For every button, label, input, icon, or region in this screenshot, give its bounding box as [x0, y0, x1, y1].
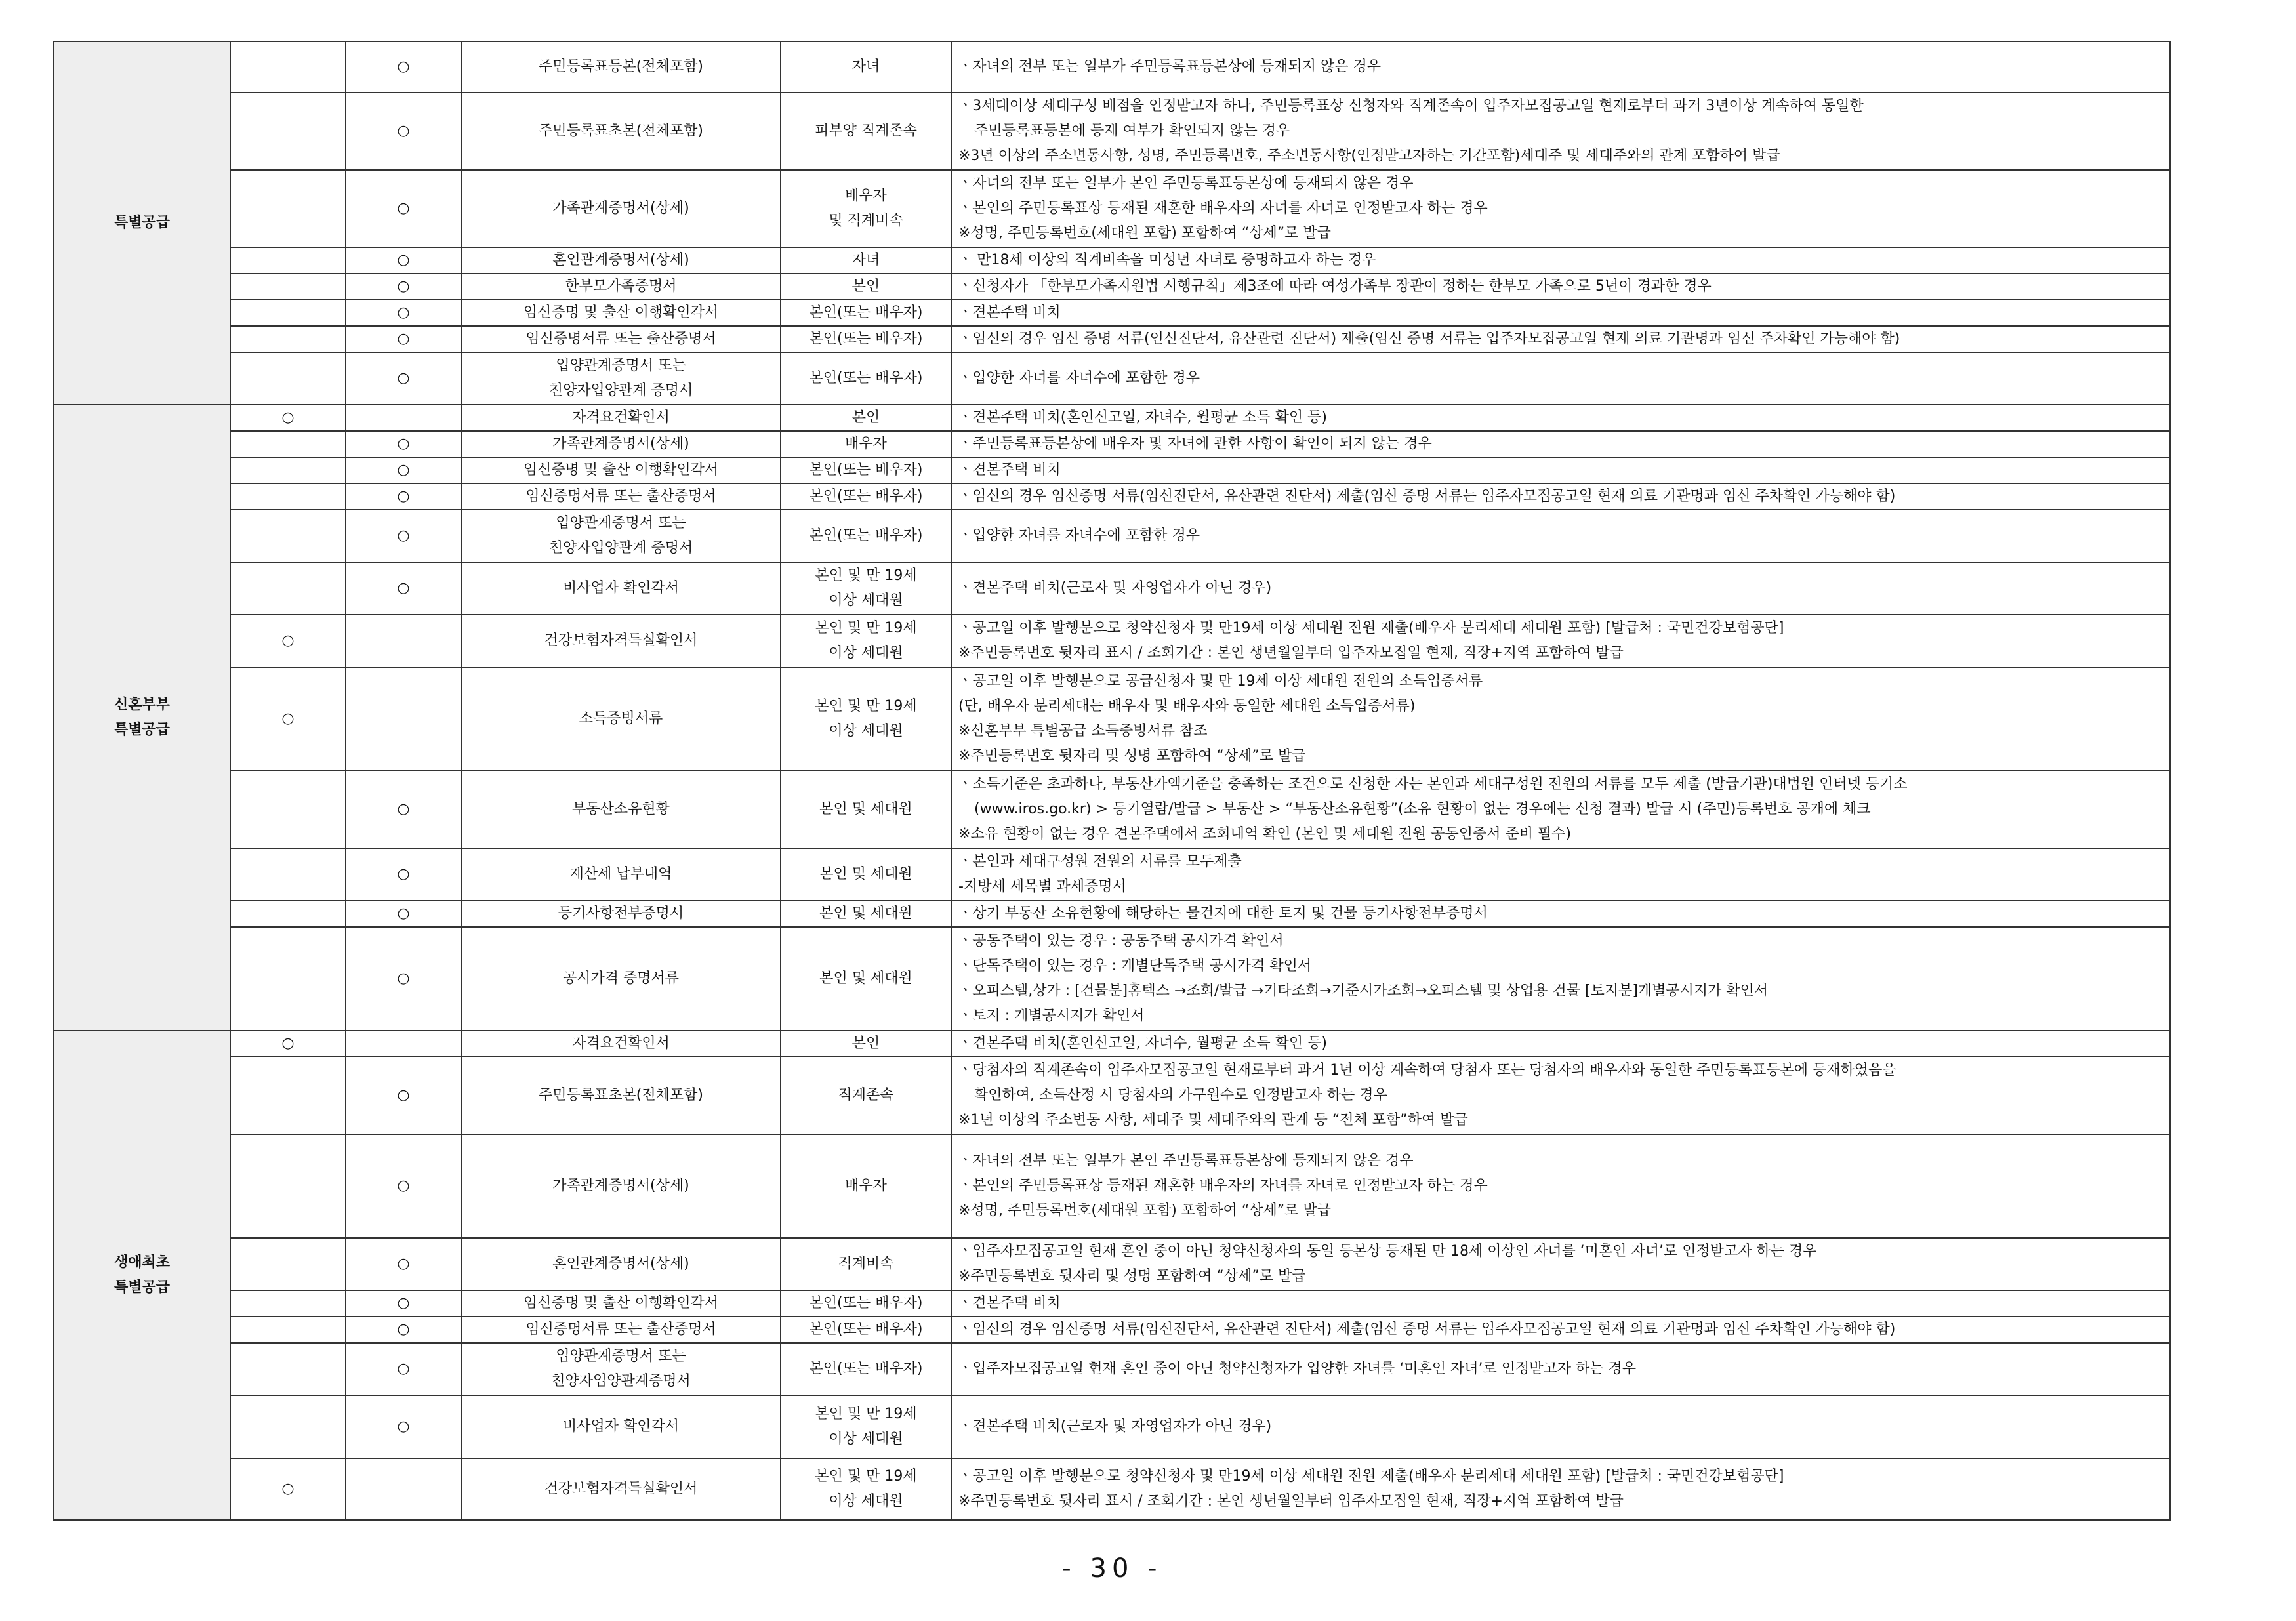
doc-note: ㆍ당첨자의 직계존속이 입주자모집공고일 현재로부터 과거 1년 이상 계속하여 당첨자 또는 당첨자의 배우자와 동일한 주민등록표등본에 등재하였음을 확인하여, 소득산정 시 당첨자의 가구원수로 인정받고자 하는 경우 ※1년 이상의 주소변동 사항, 세대주 및 세대주와의 관계 등 “전체 포함”하여 발급	[951, 1057, 2170, 1134]
doc-name: 부동산소유현황	[461, 771, 781, 848]
category-special: 특별공급	[54, 41, 230, 405]
optional-mark: ○	[346, 457, 461, 483]
optional-mark: ○	[346, 41, 461, 92]
required-cell	[230, 901, 346, 927]
required-cell	[230, 431, 346, 457]
doc-note: ㆍ신청자가 「한부모가족지원법 시행규칙」제3조에 따라 여성가족부 장관이 정하는 한부모 가족으로 5년이 경과한 경우	[951, 274, 2170, 300]
doc-name: 임신증명서류 또는 출산증명서	[461, 483, 781, 510]
doc-name: 임신증명서류 또는 출산증명서	[461, 1317, 781, 1343]
doc-name: 자격요건확인서	[461, 405, 781, 431]
required-mark: ○	[230, 1458, 346, 1520]
doc-name: 가족관계증명서(상세)	[461, 1134, 781, 1238]
doc-name: 공시가격 증명서류	[461, 927, 781, 1031]
required-cell	[230, 41, 346, 92]
required-cell	[230, 1134, 346, 1238]
doc-name: 임신증명서류 또는 출산증명서	[461, 326, 781, 352]
required-cell	[230, 457, 346, 483]
doc-name: 비사업자 확인각서	[461, 1395, 781, 1458]
doc-note: ㆍ임신의 경우 임신 증명 서류(인신진단서, 유산관련 진단서) 제출(임신 증명 서류는 입주자모집공고일 현재 의료 기관명과 임신 주차확인 가능해야 함)	[951, 326, 2170, 352]
doc-name: 한부모가족증명서	[461, 274, 781, 300]
doc-name: 건강보험자격득실확인서	[461, 1458, 781, 1520]
required-cell	[230, 927, 346, 1031]
optional-mark: ○	[346, 326, 461, 352]
doc-target: 본인 및 세대원	[781, 927, 951, 1031]
doc-target: 직계비속	[781, 1238, 951, 1290]
doc-note: ㆍ견본주택 비치	[951, 300, 2170, 326]
doc-target: 본인(또는 배우자)	[781, 1317, 951, 1343]
category-newlywed: 신혼부부 특별공급	[54, 405, 230, 1031]
doc-name: 가족관계증명서(상세)	[461, 431, 781, 457]
doc-target: 배우자 및 직계비속	[781, 170, 951, 247]
doc-note: ㆍ공고일 이후 발행분으로 청약신청자 및 만19세 이상 세대원 전원 제출(배우자 분리세대 세대원 포함) [발급처 : 국민건강보험공단] ※주민등록번호 뒷자리 표시 / 조회기간 : 본인 생년월일부터 입주자모집일 현재, 직장+지역 포함하여 발급	[951, 1458, 2170, 1520]
doc-name: 임신증명 및 출산 이행확인각서	[461, 457, 781, 483]
optional-cell	[346, 1458, 461, 1520]
doc-target: 직계존속	[781, 1057, 951, 1134]
optional-mark: ○	[346, 247, 461, 274]
optional-mark: ○	[346, 300, 461, 326]
doc-note: ㆍ소득기준은 초과하나, 부동산가액기준을 충족하는 조건으로 신청한 자는 본인과 세대구성원 전원의 서류를 모두 제출 (발급기관)대법원 인터넷 등기소 (www.iros.go.kr) > 등기열람/발급 > 부동산 > “부동산소유현황”(소유 현황이 없는 경우에는 신청 결과) 발급 시 (주민)등록번호 공개에 체크 ※소유 현황이 없는 경우 견본주택에서 조회내역 확인 (본인 및 세대원 전원 공동인증서 준비 필수)	[951, 771, 2170, 848]
doc-target: 본인 및 세대원	[781, 771, 951, 848]
required-cell	[230, 92, 346, 170]
doc-target: 배우자	[781, 1134, 951, 1238]
required-cell	[230, 1343, 346, 1395]
doc-target: 본인(또는 배우자)	[781, 457, 951, 483]
category-firstlife: 생애최초 특별공급	[54, 1031, 230, 1520]
optional-mark: ○	[346, 562, 461, 615]
optional-mark: ○	[346, 901, 461, 927]
doc-note: ㆍ견본주택 비치(혼인신고일, 자녀수, 월평균 소득 확인 등)	[951, 1031, 2170, 1057]
required-cell	[230, 1290, 346, 1317]
doc-name: 입양관계증명서 또는 친양자입양관계 증명서	[461, 510, 781, 562]
doc-name: 자격요건확인서	[461, 1031, 781, 1057]
doc-note: ㆍ입주자모집공고일 현재 혼인 중이 아닌 청약신청자의 동일 등본상 등재된 만 18세 이상인 자녀를 ‘미혼인 자녀’로 인정받고자 하는 경우 ※주민등록번호 뒷자리 및 성명 포함하여 “상세”로 발급	[951, 1238, 2170, 1290]
required-cell	[230, 247, 346, 274]
doc-target: 본인	[781, 1031, 951, 1057]
required-mark: ○	[230, 615, 346, 667]
doc-target: 본인	[781, 274, 951, 300]
doc-name: 혼인관계증명서(상세)	[461, 247, 781, 274]
required-cell	[230, 1238, 346, 1290]
required-cell	[230, 848, 346, 901]
required-cell	[230, 1317, 346, 1343]
doc-name: 재산세 납부내역	[461, 848, 781, 901]
optional-mark: ○	[346, 1317, 461, 1343]
optional-mark: ○	[346, 1057, 461, 1134]
doc-name: 비사업자 확인각서	[461, 562, 781, 615]
optional-mark: ○	[346, 170, 461, 247]
doc-target: 본인 및 만 19세 이상 세대원	[781, 1458, 951, 1520]
optional-mark: ○	[346, 927, 461, 1031]
doc-note: ㆍ상기 부동산 소유현황에 해당하는 물건지에 대한 토지 및 건물 등기사항전부증명서	[951, 901, 2170, 927]
required-cell	[230, 300, 346, 326]
doc-target: 본인(또는 배우자)	[781, 326, 951, 352]
doc-name: 임신증명 및 출산 이행확인각서	[461, 300, 781, 326]
documents-table	[53, 41, 2171, 1521]
doc-note: ㆍ 만18세 이상의 직계비속을 미성년 자녀로 증명하고자 하는 경우	[951, 247, 2170, 274]
doc-note: ㆍ주민등록표등본상에 배우자 및 자녀에 관한 사항이 확인이 되지 않는 경우	[951, 431, 2170, 457]
doc-name: 소득증빙서류	[461, 667, 781, 771]
doc-target: 본인 및 세대원	[781, 848, 951, 901]
optional-mark: ○	[346, 1290, 461, 1317]
doc-target: 본인(또는 배우자)	[781, 483, 951, 510]
doc-note: ㆍ견본주택 비치(근로자 및 자영업자가 아닌 경우)	[951, 562, 2170, 615]
required-cell	[230, 352, 346, 405]
optional-cell	[346, 405, 461, 431]
doc-note: ㆍ자녀의 전부 또는 일부가 본인 주민등록표등본상에 등재되지 않은 경우 ㆍ본인의 주민등록표상 등재된 재혼한 배우자의 자녀를 자녀로 인정받고자 하는 경우 ※성명, 주민등록번호(세대원 포함) 포함하여 “상세”로 발급	[951, 170, 2170, 247]
doc-name: 입양관계증명서 또는 친양자입양관계증명서	[461, 1343, 781, 1395]
doc-name: 입양관계증명서 또는 친양자입양관계 증명서	[461, 352, 781, 405]
doc-name: 건강보험자격득실확인서	[461, 615, 781, 667]
doc-note: ㆍ입주자모집공고일 현재 혼인 중이 아닌 청약신청자가 입양한 자녀를 ‘미혼인 자녀’로 인정받고자 하는 경우	[951, 1343, 2170, 1395]
doc-name: 주민등록표초본(전체포함)	[461, 92, 781, 170]
doc-name: 주민등록표초본(전체포함)	[461, 1057, 781, 1134]
doc-target: 본인(또는 배우자)	[781, 510, 951, 562]
doc-note: ㆍ임신의 경우 임신증명 서류(임신진단서, 유산관련 진단서) 제출(임신 증명 서류는 입주자모집공고일 현재 의료 기관명과 임신 주차확인 가능해야 함)	[951, 483, 2170, 510]
doc-target: 피부양 직계존속	[781, 92, 951, 170]
optional-mark: ○	[346, 274, 461, 300]
doc-target: 본인(또는 배우자)	[781, 352, 951, 405]
doc-target: 자녀	[781, 247, 951, 274]
required-cell	[230, 1395, 346, 1458]
optional-cell	[346, 667, 461, 771]
optional-mark: ○	[346, 848, 461, 901]
optional-mark: ○	[346, 1395, 461, 1458]
doc-note: ㆍ자녀의 전부 또는 일부가 주민등록표등본상에 등재되지 않은 경우	[951, 41, 2170, 92]
doc-note: ㆍ입양한 자녀를 자녀수에 포함한 경우	[951, 352, 2170, 405]
optional-cell	[346, 1031, 461, 1057]
doc-name: 가족관계증명서(상세)	[461, 170, 781, 247]
required-mark: ○	[230, 1031, 346, 1057]
optional-mark: ○	[346, 431, 461, 457]
doc-note: ㆍ공고일 이후 발행분으로 청약신청자 및 만19세 이상 세대원 전원 제출(배우자 분리세대 세대원 포함) [발급처 : 국민건강보험공단] ※주민등록번호 뒷자리 표시 / 조회기간 : 본인 생년월일부터 입주자모집일 현재, 직장+지역 포함하여 발급	[951, 615, 2170, 667]
doc-note: ㆍ견본주택 비치(근로자 및 자영업자가 아닌 경우)	[951, 1395, 2170, 1458]
doc-target: 본인 및 만 19세 이상 세대원	[781, 562, 951, 615]
doc-target: 본인 및 세대원	[781, 901, 951, 927]
doc-target: 자녀	[781, 41, 951, 92]
doc-name: 혼인관계증명서(상세)	[461, 1238, 781, 1290]
optional-mark: ○	[346, 771, 461, 848]
optional-mark: ○	[346, 92, 461, 170]
doc-target: 본인(또는 배우자)	[781, 1343, 951, 1395]
doc-target: 배우자	[781, 431, 951, 457]
required-cell	[230, 483, 346, 510]
required-cell	[230, 326, 346, 352]
required-cell	[230, 771, 346, 848]
doc-note: ㆍ견본주택 비치	[951, 457, 2170, 483]
doc-note: ㆍ견본주택 비치(혼인신고일, 자녀수, 월평균 소득 확인 등)	[951, 405, 2170, 431]
required-mark: ○	[230, 405, 346, 431]
doc-name: 임신증명 및 출산 이행확인각서	[461, 1290, 781, 1317]
page-number: - 30 -	[1061, 1553, 1162, 1584]
doc-note: ㆍ본인과 세대구성원 전원의 서류를 모두제출 -지방세 세목별 과세증명서	[951, 848, 2170, 901]
doc-target: 본인(또는 배우자)	[781, 1290, 951, 1317]
doc-target: 본인	[781, 405, 951, 431]
doc-note: ㆍ자녀의 전부 또는 일부가 본인 주민등록표등본상에 등재되지 않은 경우 ㆍ본인의 주민등록표상 등재된 재혼한 배우자의 자녀를 자녀로 인정받고자 하는 경우 ※성명, 주민등록번호(세대원 포함) 포함하여 “상세”로 발급	[951, 1134, 2170, 1238]
optional-mark: ○	[346, 1343, 461, 1395]
doc-note: ㆍ견본주택 비치	[951, 1290, 2170, 1317]
optional-mark: ○	[346, 483, 461, 510]
doc-target: 본인 및 만 19세 이상 세대원	[781, 1395, 951, 1458]
doc-note: ㆍ공고일 이후 발행분으로 공급신청자 및 만 19세 이상 세대원 전원의 소득입증서류 (단, 배우자 분리세대는 배우자 및 배우자와 동일한 세대원 소득입증서류) ※신혼부부 특별공급 소득증빙서류 참조 ※주민등록번호 뒷자리 및 성명 포함하여 “상세”로 발급	[951, 667, 2170, 771]
required-cell	[230, 562, 346, 615]
doc-target: 본인 및 만 19세 이상 세대원	[781, 667, 951, 771]
doc-note: ㆍ3세대이상 세대구성 배점을 인정받고자 하나, 주민등록표상 신청자와 직계존속이 입주자모집공고일 현재로부터 과거 3년이상 계속하여 동일한 주민등록표등본에 등재 여부가 확인되지 않는 경우 ※3년 이상의 주소변동사항, 성명, 주민등록번호, 주소변동사항(인정받고자하는 기간포함)세대주 및 세대주와의 관계 포함하여 발급	[951, 92, 2170, 170]
optional-cell	[346, 615, 461, 667]
optional-mark: ○	[346, 1238, 461, 1290]
doc-target: 본인(또는 배우자)	[781, 300, 951, 326]
required-mark: ○	[230, 667, 346, 771]
required-cell	[230, 170, 346, 247]
optional-mark: ○	[346, 352, 461, 405]
doc-target: 본인 및 만 19세 이상 세대원	[781, 615, 951, 667]
required-cell	[230, 1057, 346, 1134]
required-cell	[230, 274, 346, 300]
optional-mark: ○	[346, 510, 461, 562]
doc-note: ㆍ공동주택이 있는 경우 : 공동주택 공시가격 확인서 ㆍ단독주택이 있는 경우 : 개별단독주택 공시가격 확인서 ㆍ오피스텔,상가 : [건물분]홈텍스 →조회/발급 →기타조회→기준시가조회→오피스텔 및 상업용 건물 [토지분]개별공시지가 확인서 ㆍ토지 : 개별공시지가 확인서	[951, 927, 2170, 1031]
doc-name: 등기사항전부증명서	[461, 901, 781, 927]
doc-name: 주민등록표등본(전체포함)	[461, 41, 781, 92]
doc-note: ㆍ입양한 자녀를 자녀수에 포함한 경우	[951, 510, 2170, 562]
doc-note: ㆍ임신의 경우 임신증명 서류(임신진단서, 유산관련 진단서) 제출(임신 증명 서류는 입주자모집공고일 현재 의료 기관명과 임신 주차확인 가능해야 함)	[951, 1317, 2170, 1343]
required-cell	[230, 510, 346, 562]
optional-mark: ○	[346, 1134, 461, 1238]
